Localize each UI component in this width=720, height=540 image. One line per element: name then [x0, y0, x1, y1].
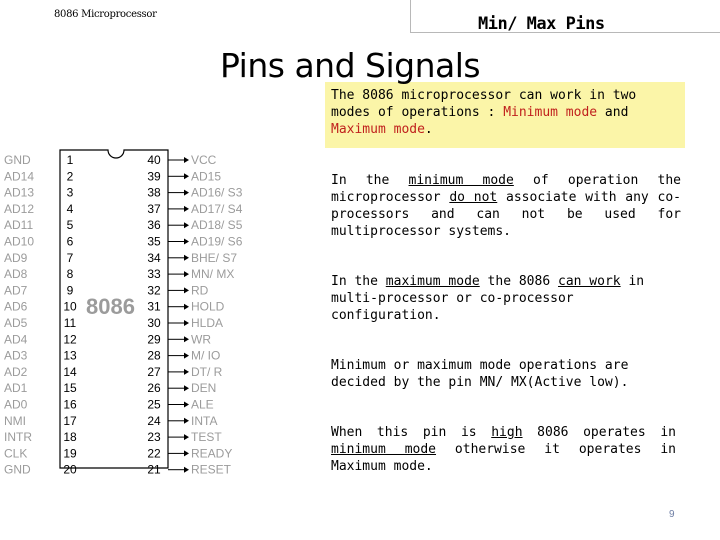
left-pin-number: 20 — [63, 462, 77, 474]
left-pin-label: AD6 — [4, 299, 28, 314]
left-pin-label: AD12 — [4, 201, 35, 216]
right-pin-number: 27 — [147, 364, 161, 379]
left-pin-number: 11 — [63, 316, 77, 330]
left-pin-label: AD8 — [4, 267, 28, 282]
pin-arrow-head — [184, 369, 189, 375]
right-pin-label: AD17/ S4 — [191, 201, 243, 216]
right-pin-number: 29 — [147, 332, 161, 347]
right-pin-label: TEST — [191, 430, 222, 445]
left-pin-label: AD10 — [4, 234, 35, 249]
right-pin-number: 21 — [147, 462, 161, 474]
left-pin-label: NMI — [4, 413, 26, 428]
page-title: Pins and Signals — [220, 46, 481, 85]
right-pin-number: 39 — [147, 169, 161, 184]
left-pin-number: 8 — [66, 267, 74, 282]
right-pin-label: DT/ R — [191, 364, 223, 379]
left-pin-number: 3 — [66, 185, 74, 200]
right-pin-number: 30 — [147, 316, 161, 330]
page-number: 9 — [669, 509, 675, 520]
pin-arrow-head — [184, 418, 189, 424]
pin-arrow-head — [184, 287, 189, 293]
pin-arrow-head — [184, 353, 189, 359]
pin-arrow-head — [184, 304, 189, 310]
right-pin-label: WR — [191, 332, 211, 347]
right-pin-label: AD16/ S3 — [191, 185, 243, 200]
right-pin-label: HOLD — [191, 299, 225, 314]
pin-diagram — [0, 144, 320, 474]
right-pin-number: 28 — [147, 348, 161, 363]
left-pin-label: AD3 — [4, 348, 28, 363]
left-pin-number: 16 — [63, 397, 77, 412]
right-pin-label: RD — [191, 283, 209, 298]
right-pin-label: AD15 — [191, 169, 222, 184]
pin-arrow-head — [184, 222, 189, 228]
left-pin-number: 1 — [66, 153, 74, 167]
course-title: 8086 Microprocessor — [54, 9, 157, 20]
minimum-mode-term: Minimum mode — [503, 105, 598, 120]
left-pin-label: GND — [4, 462, 31, 474]
left-pin-number: 4 — [66, 201, 74, 216]
right-pin-number: 36 — [147, 218, 161, 233]
right-pin-label: HLDA — [191, 316, 224, 330]
right-pin-number: 40 — [147, 153, 161, 167]
left-pin-number: 13 — [63, 348, 77, 363]
right-pin-number: 37 — [147, 201, 161, 216]
pin-arrow-head — [184, 157, 189, 163]
right-pin-number: 25 — [147, 397, 161, 412]
right-pin-label: MN/ MX — [191, 267, 235, 282]
right-pin-label: ALE — [191, 397, 214, 412]
header-divider-vertical — [410, 0, 411, 32]
right-pin-label: DEN — [191, 381, 217, 396]
right-pin-number: 22 — [147, 446, 161, 461]
left-pin-label: INTR — [4, 430, 32, 445]
right-pin-number: 26 — [147, 381, 161, 396]
left-pin-label: AD2 — [4, 364, 28, 379]
pin-arrow-head — [184, 450, 189, 456]
right-pin-number: 34 — [147, 250, 161, 265]
left-pin-number: 9 — [66, 283, 74, 298]
left-pin-label: AD4 — [4, 332, 28, 347]
right-pin-number: 24 — [147, 413, 161, 428]
left-pin-label: AD13 — [4, 185, 35, 200]
pin-arrow-head — [184, 255, 189, 261]
left-pin-label: AD5 — [4, 316, 28, 330]
pin-arrow-head — [184, 385, 189, 391]
right-pin-number: 35 — [147, 234, 161, 249]
maximum-mode-paragraph: In the maximum mode the 8086 can work in multi-processor or co-processor configuration. — [331, 274, 645, 323]
left-pin-number: 2 — [66, 169, 74, 184]
right-pin-label: AD19/ S6 — [191, 234, 243, 249]
right-pin-label: READY — [191, 446, 233, 461]
left-pin-number: 19 — [63, 446, 77, 461]
pin-arrow-head — [184, 271, 189, 277]
left-pin-label: AD1 — [4, 381, 28, 396]
chip-name: 8086 — [86, 294, 135, 319]
left-pin-label: CLK — [4, 446, 28, 461]
pin-arrow-head — [184, 402, 189, 408]
right-pin-label: INTA — [191, 413, 218, 428]
pin-arrow-head — [184, 190, 189, 196]
right-pin-number: 31 — [147, 299, 161, 314]
mode-selection-paragraph: Minimum or maximum mode operations are decided by the pin MN/ MX(Active low). — [331, 358, 629, 390]
left-pin-label: AD7 — [4, 283, 28, 298]
page-topic: Min/ Max Pins — [478, 14, 605, 34]
left-pin-number: 7 — [66, 250, 74, 265]
left-pin-number: 15 — [63, 381, 77, 396]
pin-arrow-head — [184, 336, 189, 342]
right-pin-label: VCC — [191, 153, 217, 167]
minimum-mode-paragraph: In the minimum mode of operation the microprocessor do not associate with any co-processors and can not be used for multiprocessor systems. — [331, 173, 682, 239]
right-pin-label: M/ IO — [191, 348, 221, 363]
left-pin-group — [4, 153, 77, 474]
pin-arrow-head — [184, 434, 189, 440]
left-pin-number: 18 — [63, 430, 77, 445]
right-pin-number: 32 — [147, 283, 161, 298]
intro-paragraph: The 8086 microprocessor can work in two modes of operations : Minimum mode and Maximum mode. — [331, 88, 637, 137]
pin-arrow-head — [184, 467, 189, 473]
left-pin-label: AD9 — [4, 250, 28, 265]
pin-arrow-head — [184, 173, 189, 179]
left-pin-number: 5 — [66, 218, 74, 233]
pin-diagram-svg — [0, 144, 320, 474]
right-pin-number: 38 — [147, 185, 161, 200]
right-pin-label: BHE/ S7 — [191, 250, 238, 265]
left-pin-label: AD14 — [4, 169, 35, 184]
right-pin-number: 33 — [147, 267, 161, 282]
left-pin-number: 12 — [63, 332, 77, 347]
right-pin-label: AD18/ S5 — [191, 218, 243, 233]
left-pin-label: AD11 — [4, 218, 34, 233]
left-pin-number: 6 — [66, 234, 74, 249]
left-pin-label: GND — [4, 153, 31, 167]
mn-mx-pin-paragraph: When this pin is high 8086 operates in minimum mode otherwise it operates in Maximum mode. — [331, 425, 677, 474]
pin-arrow-head — [184, 206, 189, 212]
left-pin-number: 17 — [63, 413, 77, 428]
right-pin-number: 23 — [147, 430, 161, 445]
pin-arrow-head — [184, 239, 189, 245]
pin-arrow-head — [184, 320, 189, 326]
left-pin-number: 14 — [63, 364, 77, 379]
left-pin-number: 10 — [63, 299, 77, 314]
right-pin-label: RESET — [191, 462, 232, 474]
right-pin-group — [147, 153, 242, 474]
left-pin-label: AD0 — [4, 397, 28, 412]
maximum-mode-term: Maximum mode — [331, 122, 425, 137]
